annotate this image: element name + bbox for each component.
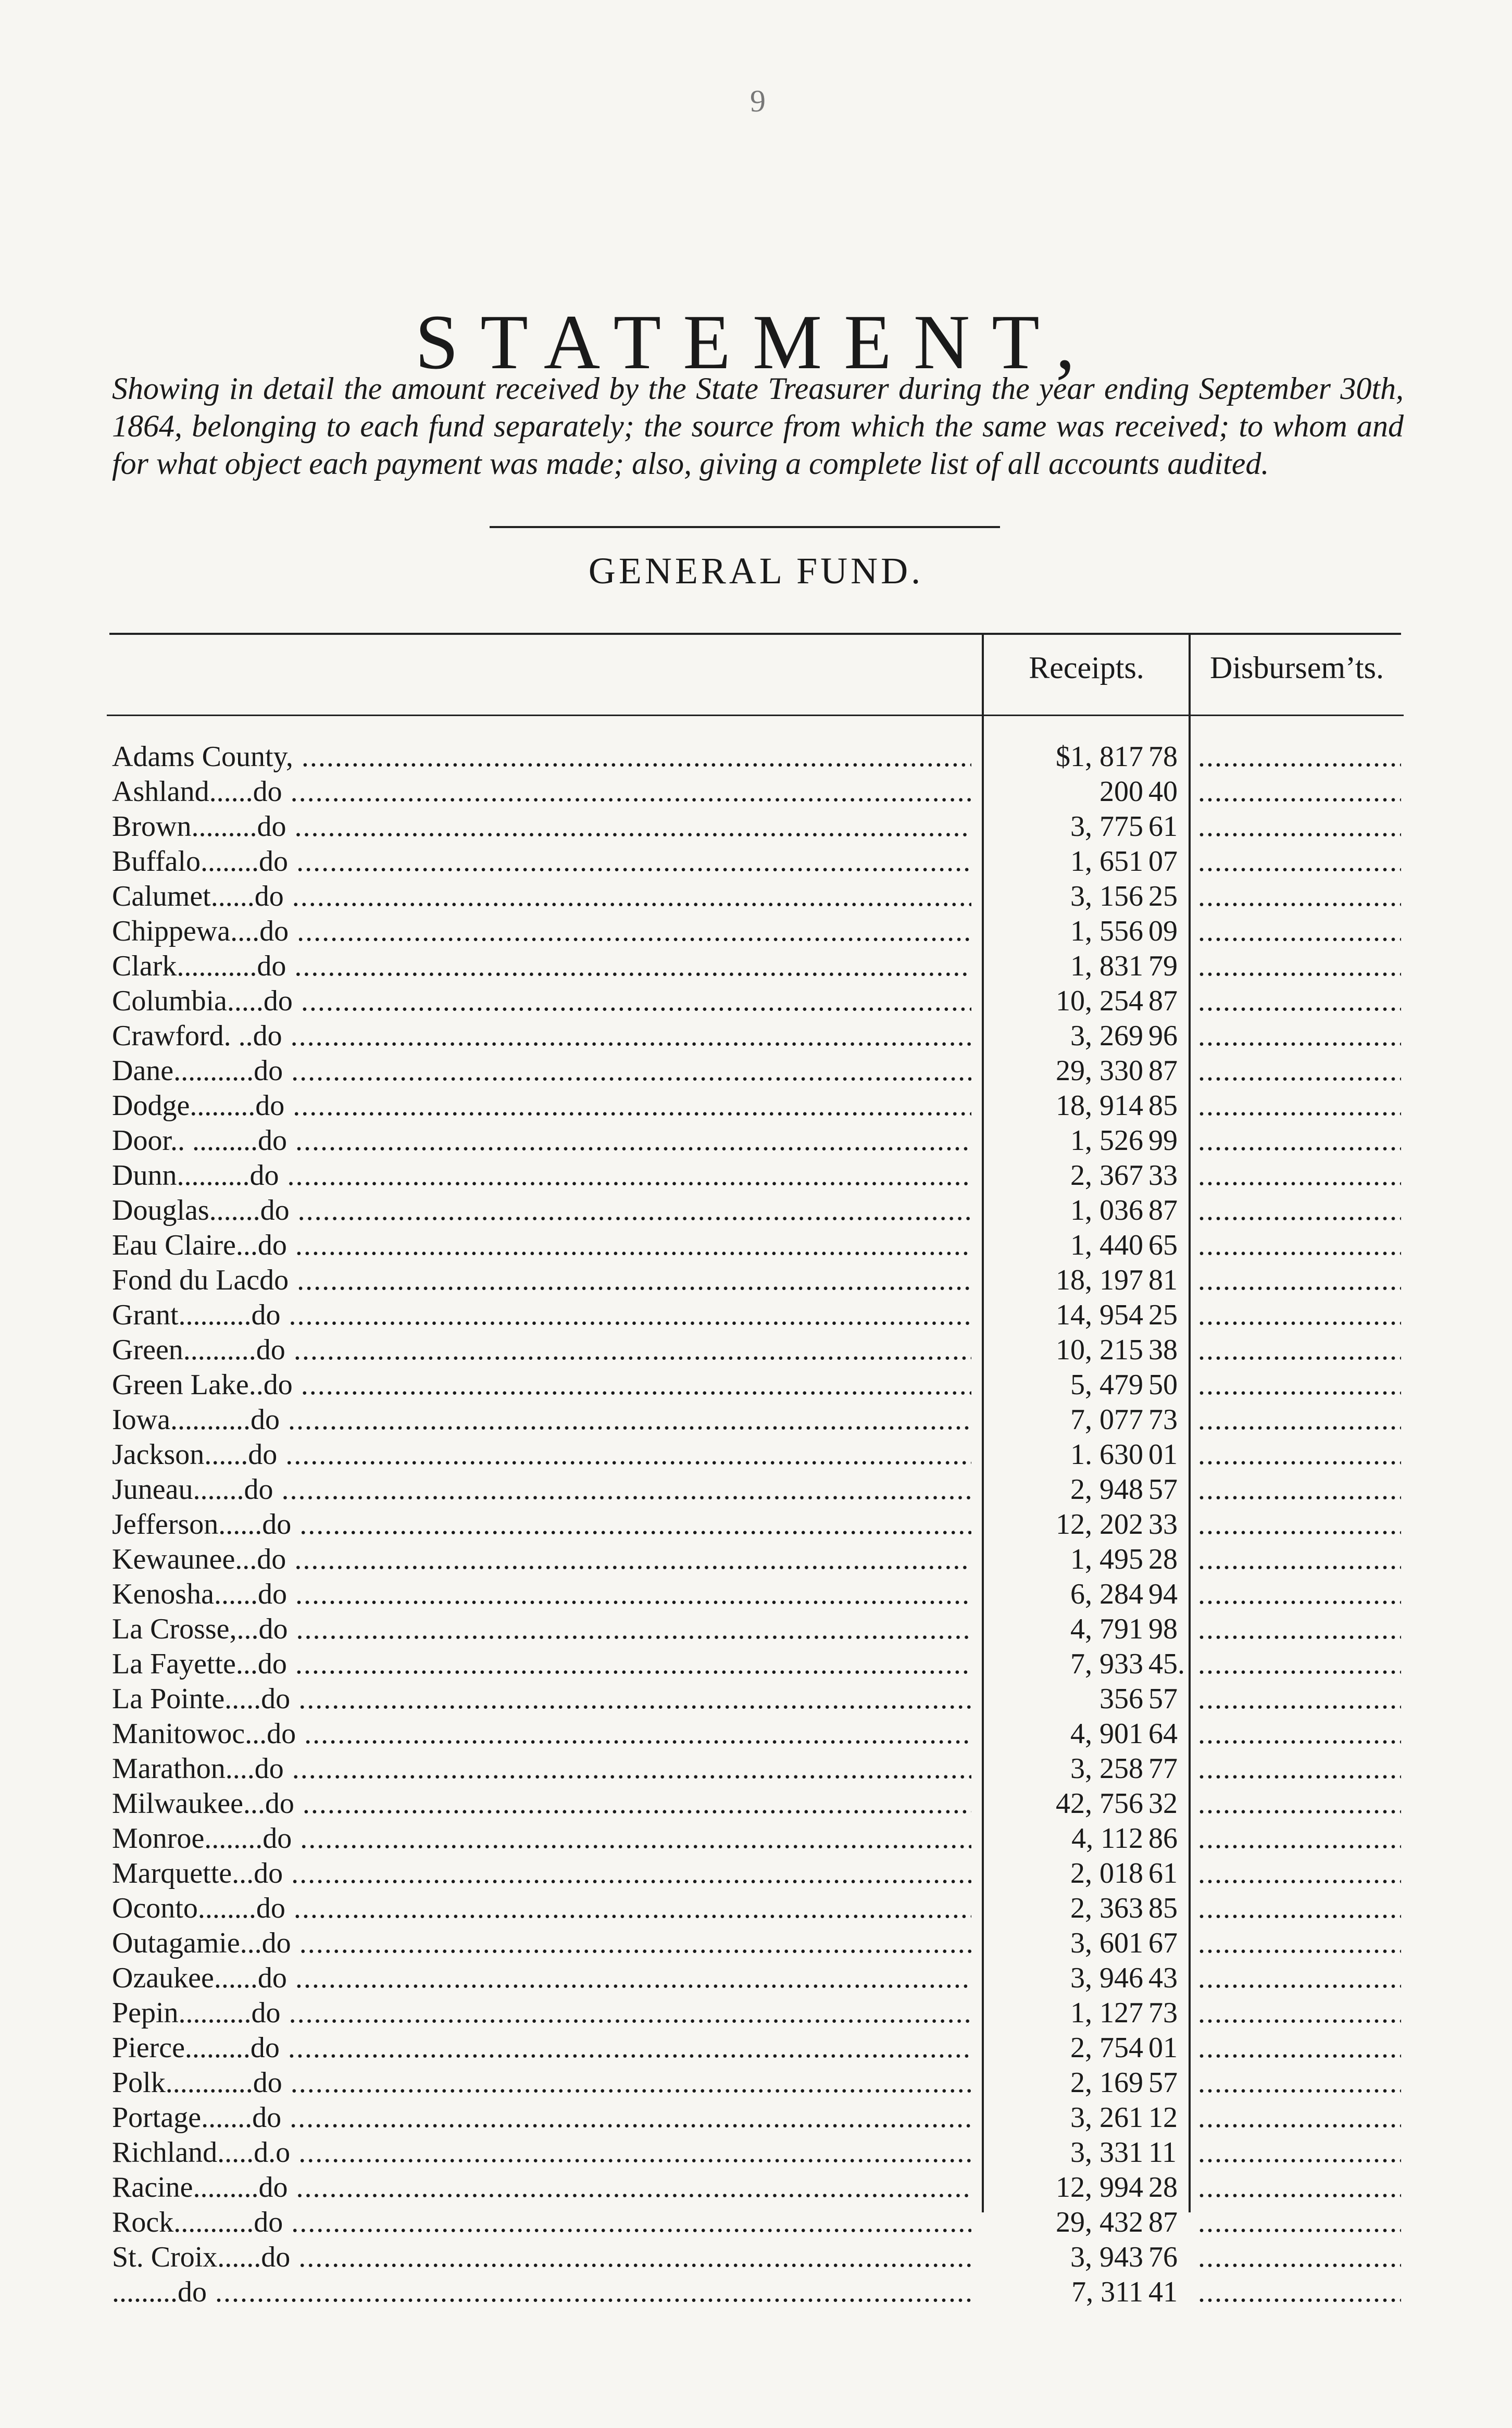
- receipt-cents: 41: [1148, 2276, 1178, 2308]
- receipt-cents: 67: [1148, 1927, 1178, 1959]
- county-name: Milwaukee...do .....: [112, 1786, 971, 1821]
- table-row: [0, 1403, 1512, 1437]
- county-name: Crawford. ..do .....: [112, 1019, 971, 1054]
- receipt-cents: 57: [1148, 1473, 1178, 1506]
- disbursement-cell: [1198, 949, 1401, 984]
- receipt-cents: 25: [1148, 1299, 1178, 1331]
- receipt-dollars: 7, 077: [1070, 1404, 1143, 1436]
- receipt-cents: 28: [1148, 1543, 1178, 1575]
- receipt-cents: 12: [1148, 2101, 1178, 2134]
- receipt-dollars: 1, 127: [1070, 1997, 1143, 2029]
- receipt-dollars: 3, 943: [1070, 2241, 1143, 2273]
- disbursement-cell: [1198, 1786, 1401, 1821]
- table-row: [0, 1507, 1512, 1542]
- disbursement-cell: [1198, 1054, 1401, 1088]
- table-row: [0, 2275, 1512, 2310]
- table-row: [0, 1263, 1512, 1298]
- county-name: Juneau.......do .....: [112, 1472, 971, 1507]
- receipt-cents: 01: [1148, 1438, 1178, 1471]
- disbursement-cell: [1198, 914, 1401, 949]
- table-row: [0, 1891, 1512, 1926]
- receipt-cents: 57: [1148, 1683, 1178, 1715]
- county-name: St. Croix......do .....: [112, 2240, 971, 2275]
- receipt-dollars: 200: [1099, 775, 1143, 808]
- county-name: Marquette...do .....: [112, 1856, 971, 1891]
- disbursement-cell: [1198, 2275, 1401, 2310]
- county-name: Dunn..........do .....: [112, 1158, 971, 1193]
- receipt-dollars: 1. 630: [1070, 1438, 1143, 1471]
- receipt-cents: 87: [1148, 2206, 1178, 2238]
- receipt-cents: 81: [1148, 1264, 1178, 1296]
- county-name: Portage.......do .....: [112, 2100, 971, 2135]
- receipt-dollars: 1, 526: [1070, 1124, 1143, 1157]
- receipt-dollars: 3, 258: [1070, 1753, 1143, 1785]
- receipt-dollars: 3, 269: [1070, 1020, 1143, 1052]
- county-name: Oconto........do .....: [112, 1891, 971, 1926]
- disbursement-cell: [1198, 1263, 1401, 1298]
- receipt-dollars: 3, 775: [1070, 810, 1143, 843]
- county-name: Kewaunee...do .....: [112, 1542, 971, 1577]
- disbursement-cell: [1198, 1682, 1401, 1717]
- county-name: La Pointe.....do .....: [112, 1682, 971, 1717]
- receipt-cents: 50: [1148, 1369, 1178, 1401]
- disbursement-cell: [1198, 1437, 1401, 1472]
- receipt-dollars: 18, 914: [1056, 1090, 1143, 1122]
- county-name: Manitowoc...do .....: [112, 1717, 971, 1751]
- table-row: [0, 1123, 1512, 1158]
- table-row: [0, 774, 1512, 809]
- county-name: Kenosha......do .....: [112, 1577, 971, 1612]
- disbursement-cell: [1198, 1228, 1401, 1263]
- table-row: [0, 1926, 1512, 1961]
- receipt-cents: 32: [1148, 1787, 1178, 1820]
- disbursement-cell: [1198, 984, 1401, 1019]
- receipt-dollars: 2, 018: [1070, 1857, 1143, 1889]
- receipt-dollars: 2, 363: [1070, 1892, 1143, 1924]
- table-row: [0, 2066, 1512, 2100]
- county-name: Pepin..........do .....: [112, 1996, 971, 2031]
- county-name: .........do .....: [112, 2275, 971, 2310]
- receipt-dollars: 3, 261: [1070, 2101, 1143, 2134]
- receipt-cents: 09: [1148, 915, 1178, 947]
- receipt-dollars: 1, 556: [1070, 915, 1143, 947]
- receipt-dollars: $1, 817: [1056, 741, 1143, 773]
- receipt-dollars: 12, 994: [1056, 2171, 1143, 2204]
- county-name: La Fayette...do .....: [112, 1647, 971, 1682]
- receipt-cents: 43: [1148, 1962, 1178, 1994]
- county-name: Pierce.........do .....: [112, 2031, 971, 2066]
- disbursement-cell: [1198, 1123, 1401, 1158]
- receipt-cents: 40: [1148, 775, 1178, 808]
- disbursement-cell: [1198, 2205, 1401, 2240]
- receipt-dollars: 3, 601: [1070, 1927, 1143, 1959]
- receipt-dollars: 3, 156: [1070, 880, 1143, 912]
- table-row: [0, 1088, 1512, 1123]
- receipt-cents: 01: [1148, 2032, 1178, 2064]
- county-name: Dodge.........do .....: [112, 1088, 971, 1123]
- receipt-dollars: 1, 651: [1070, 845, 1143, 878]
- receipt-cents: 94: [1148, 1578, 1178, 1610]
- receipt-cents: 57: [1148, 2067, 1178, 2099]
- receipt-cents: 25: [1148, 880, 1178, 912]
- table-top-rule: [109, 633, 1401, 635]
- county-name: Ashland......do .....: [112, 774, 971, 809]
- county-name: Ozaukee......do .....: [112, 1961, 971, 1996]
- disbursement-cell: [1198, 774, 1401, 809]
- title-divider: [490, 526, 1000, 528]
- receipt-cents: 85: [1148, 1892, 1178, 1924]
- county-name: Buffalo........do .....: [112, 844, 971, 879]
- county-name: Douglas.......do .....: [112, 1193, 971, 1228]
- receipt-dollars: 7, 311: [1071, 2276, 1143, 2308]
- receipt-cents: 76: [1148, 2241, 1178, 2273]
- disbursement-cell: [1198, 2170, 1401, 2205]
- table-row: [0, 1158, 1512, 1193]
- table-row: [0, 2240, 1512, 2275]
- disbursement-cell: [1198, 1751, 1401, 1786]
- county-name: Iowa...........do .....: [112, 1403, 971, 1437]
- county-name: Door.. .........do .....: [112, 1123, 971, 1158]
- receipt-dollars: 4, 791: [1070, 1613, 1143, 1645]
- receipt-cents: 87: [1148, 1055, 1178, 1087]
- receipt-dollars: 2, 367: [1070, 1159, 1143, 1192]
- disbursement-cell: [1198, 2240, 1401, 2275]
- receipt-dollars: 18, 197: [1056, 1264, 1143, 1296]
- receipt-dollars: 5, 479: [1070, 1369, 1143, 1401]
- disbursements-column-header: Disbursem’ts.: [1210, 650, 1384, 685]
- disbursement-cell: [1198, 1368, 1401, 1403]
- intro-paragraph: Showing in detail the amount received by the State Treasurer during the year ending September 30th, 1864, belonging to each fund separately; the source from which the same was received; to whom and for what object each payment was made; also, giving a complete list of all accounts audited.: [112, 371, 1404, 481]
- receipt-dollars: 4, 112: [1071, 1822, 1143, 1855]
- table-row: [0, 1542, 1512, 1577]
- county-name: Calumet......do .....: [112, 879, 971, 914]
- receipt-dollars: 1, 440: [1070, 1229, 1143, 1261]
- disbursement-cell: [1198, 1647, 1401, 1682]
- receipt-cents: 78: [1148, 741, 1178, 773]
- receipt-cents: 87: [1148, 1194, 1178, 1226]
- table-row: [0, 949, 1512, 984]
- disbursement-cell: [1198, 1961, 1401, 1996]
- table-row: [0, 809, 1512, 844]
- disbursement-cell: [1198, 740, 1401, 774]
- table-row: [0, 1298, 1512, 1333]
- disbursement-cell: [1198, 2100, 1401, 2135]
- receipt-dollars: 1, 495: [1070, 1543, 1143, 1575]
- receipt-dollars: 6, 284: [1070, 1578, 1143, 1610]
- table-row: [0, 844, 1512, 879]
- receipt-dollars: 3, 331: [1070, 2136, 1143, 2169]
- receipt-cents: 99: [1148, 1124, 1178, 1157]
- receipt-cents: 61: [1148, 810, 1178, 843]
- disbursement-cell: [1198, 1612, 1401, 1647]
- county-name: Adams County, .....: [112, 740, 971, 774]
- disbursement-cell: [1198, 1542, 1401, 1577]
- county-name: Polk............do .....: [112, 2066, 971, 2100]
- receipt-cents: 38: [1148, 1334, 1178, 1366]
- table-row: [0, 2205, 1512, 2240]
- table-row: [0, 1856, 1512, 1891]
- county-name: Monroe........do .....: [112, 1821, 971, 1856]
- county-name: Racine.........do .....: [112, 2170, 971, 2205]
- table-row: [0, 1786, 1512, 1821]
- receipt-dollars: 29, 432: [1056, 2206, 1143, 2238]
- receipt-cents: 85: [1148, 1090, 1178, 1122]
- county-name: Brown.........do .....: [112, 809, 971, 844]
- receipt-dollars: 356: [1099, 1683, 1143, 1715]
- table-row: [0, 1193, 1512, 1228]
- disbursement-cell: [1198, 1577, 1401, 1612]
- table-row: [0, 740, 1512, 774]
- receipt-cents: 61: [1148, 1857, 1178, 1889]
- table-row: [0, 1821, 1512, 1856]
- table-header-rule: [107, 715, 1404, 716]
- receipt-cents: 87: [1148, 985, 1178, 1017]
- table-row: [0, 1751, 1512, 1786]
- receipt-dollars: 10, 254: [1056, 985, 1143, 1017]
- county-name: Green..........do .....: [112, 1333, 971, 1368]
- county-receipts-table: [0, 740, 1512, 2310]
- county-name: Jefferson......do .....: [112, 1507, 971, 1542]
- table-row: [0, 914, 1512, 949]
- county-name: La Crosse,...do .....: [112, 1612, 971, 1647]
- county-name: Rock...........do .....: [112, 2205, 971, 2240]
- table-row: [0, 2100, 1512, 2135]
- receipt-dollars: 10, 215: [1056, 1334, 1143, 1366]
- disbursement-cell: [1198, 2135, 1401, 2170]
- receipt-cents: 73: [1148, 1997, 1178, 2029]
- receipt-cents: 65: [1148, 1229, 1178, 1261]
- disbursement-cell: [1198, 1891, 1401, 1926]
- receipt-cents: 77: [1148, 1753, 1178, 1785]
- receipt-dollars: 1, 036: [1070, 1194, 1143, 1226]
- county-name: Grant..........do .....: [112, 1298, 971, 1333]
- receipt-dollars: 3, 946: [1070, 1962, 1143, 1994]
- disbursement-cell: [1198, 1298, 1401, 1333]
- disbursement-cell: [1198, 1507, 1401, 1542]
- table-row: [0, 2135, 1512, 2170]
- receipt-cents: 28: [1148, 2171, 1178, 2204]
- receipt-cents: 07: [1148, 845, 1178, 878]
- receipt-cents: 64: [1148, 1718, 1178, 1750]
- table-row: [0, 1717, 1512, 1751]
- disbursement-cell: [1198, 1193, 1401, 1228]
- disbursement-cell: [1198, 1856, 1401, 1891]
- disbursement-cell: [1198, 844, 1401, 879]
- county-name: Fond du Lacdo .....: [112, 1263, 971, 1298]
- page-title: STATEMENT,: [415, 298, 1097, 385]
- table-row: [0, 1612, 1512, 1647]
- disbursement-cell: [1198, 879, 1401, 914]
- receipt-dollars: 42, 756: [1056, 1787, 1143, 1820]
- receipt-dollars: 12, 202: [1056, 1508, 1143, 1541]
- table-row: [0, 1996, 1512, 2031]
- county-name: Chippewa....do .....: [112, 914, 971, 949]
- county-name: Dane...........do .....: [112, 1054, 971, 1088]
- county-name: Richland.....d.o .....: [112, 2135, 971, 2170]
- disbursement-cell: [1198, 2031, 1401, 2066]
- table-row: [0, 1228, 1512, 1263]
- receipt-cents: 45.: [1148, 1648, 1185, 1680]
- county-name: Marathon....do .....: [112, 1751, 971, 1786]
- table-row: [0, 1437, 1512, 1472]
- receipt-cents: 86: [1148, 1822, 1178, 1855]
- table-row: [0, 984, 1512, 1019]
- table-row: [0, 1333, 1512, 1368]
- receipt-cents: 96: [1148, 1020, 1178, 1052]
- disbursement-cell: [1198, 1926, 1401, 1961]
- receipt-dollars: 2, 754: [1070, 2032, 1143, 2064]
- receipt-dollars: 4, 901: [1070, 1718, 1143, 1750]
- disbursement-cell: [1198, 1158, 1401, 1193]
- table-row: [0, 1019, 1512, 1054]
- county-name: Clark...........do .....: [112, 949, 971, 984]
- receipts-column-header: Receipts.: [1029, 650, 1144, 685]
- table-row: [0, 1961, 1512, 1996]
- county-name: Jackson......do .....: [112, 1437, 971, 1472]
- receipt-cents: 79: [1148, 950, 1178, 982]
- fund-title: GENERAL FUND.: [588, 550, 924, 592]
- table-row: [0, 1368, 1512, 1403]
- disbursement-cell: [1198, 1472, 1401, 1507]
- county-name: Outagamie...do .....: [112, 1926, 971, 1961]
- receipt-dollars: 2, 948: [1070, 1473, 1143, 1506]
- disbursement-cell: [1198, 1333, 1401, 1368]
- disbursement-cell: [1198, 1821, 1401, 1856]
- county-name: Columbia.....do .....: [112, 984, 971, 1019]
- receipt-dollars: 29, 330: [1056, 1055, 1143, 1087]
- table-row: [0, 1647, 1512, 1682]
- table-row: [0, 1054, 1512, 1088]
- table-row: [0, 2170, 1512, 2205]
- disbursement-cell: [1198, 1996, 1401, 2031]
- disbursement-cell: [1198, 809, 1401, 844]
- receipt-cents: 33: [1148, 1508, 1178, 1541]
- receipt-cents: 33: [1148, 1159, 1178, 1192]
- receipt-cents: 73: [1148, 1404, 1178, 1436]
- disbursement-cell: [1198, 1403, 1401, 1437]
- table-row: [0, 1682, 1512, 1717]
- page-number: 9: [750, 84, 766, 118]
- table-row: [0, 2031, 1512, 2066]
- table-row: [0, 1472, 1512, 1507]
- receipt-dollars: 2, 169: [1070, 2067, 1143, 2099]
- receipt-cents: 98: [1148, 1613, 1178, 1645]
- receipt-dollars: 1, 831: [1070, 950, 1143, 982]
- receipt-cents: 11: [1148, 2136, 1177, 2169]
- table-row: [0, 879, 1512, 914]
- receipt-dollars: 14, 954: [1056, 1299, 1143, 1331]
- disbursement-cell: [1198, 1088, 1401, 1123]
- disbursement-cell: [1198, 1717, 1401, 1751]
- disbursement-cell: [1198, 1019, 1401, 1054]
- county-name: Green Lake..do .....: [112, 1368, 971, 1403]
- disbursement-cell: [1198, 2066, 1401, 2100]
- receipt-dollars: 7, 933: [1070, 1648, 1143, 1680]
- table-row: [0, 1577, 1512, 1612]
- county-name: Eau Claire...do .....: [112, 1228, 971, 1263]
